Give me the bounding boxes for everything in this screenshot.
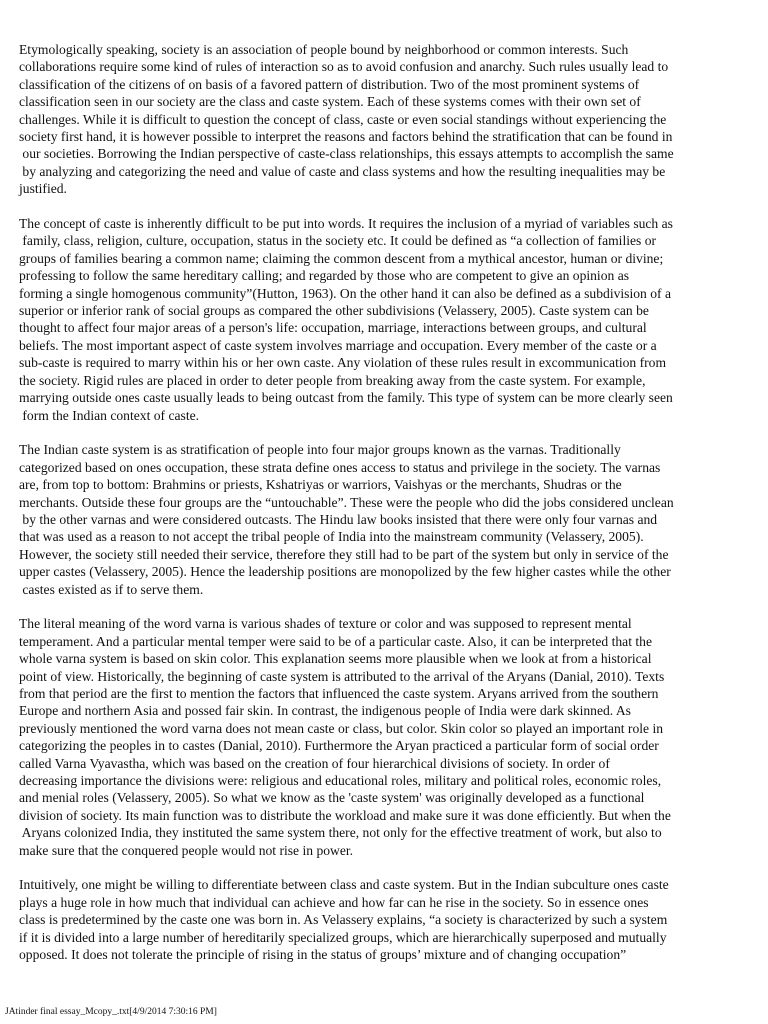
text-line: if it is divided into a large number of hereditarily specialized groups, which are hierarchically superposed and mutually (19, 929, 667, 945)
text-line: by the other varnas and were considered outcasts. The Hindu law books insisted that there were only four varnas and (19, 511, 658, 527)
text-line: castes existed as if to serve them. (19, 581, 204, 597)
text-line: Etymologically speaking, society is an association of people bound by neighborhood or common interests. Such (19, 42, 629, 57)
text-line: temperament. And a particular mental temper were said to be of a particular caste. Also, it can be interpreted that the (19, 633, 652, 649)
text-line: that was used as a reason to not accept the tribal people of India into the mainstream community (Velassery, 2005). (19, 529, 644, 545)
essay-body (19, 41, 749, 981)
text-line: professing to follow the same hereditary calling; and regarded by those who are competent to give an opinion as (19, 268, 630, 284)
page-footer: JAtinder final essay_Mcopy_.txt[4/9/2014 7:30:16 PM] (5, 1007, 217, 1017)
text-line: family, class, religion, culture, occupation, status in the society etc. It could be defined as “a collection of families or (19, 233, 657, 249)
text-line: decreasing importance the divisions were: religious and educational roles, military and political roles, economic roles, (19, 773, 662, 789)
text-line: society first hand, it is however possible to interpret the reasons and factors behind the stratification that can be found in (19, 129, 673, 145)
paragraph-1 (19, 41, 749, 198)
text-line: sub-caste is required to marry within his or her own caste. Any violation of these rules result in excommunication from (19, 355, 667, 371)
paragraph-3 (19, 441, 749, 598)
text-line: from that period are the first to mention the factors that influenced the caste system. Aryans arrived from the southern (19, 685, 659, 701)
text-line: point of view. Historically, the beginning of caste system is attributed to the arrival of the Aryans (Danial, 2010). Texts (19, 668, 665, 684)
text-line: make sure that the conquered people would not rise in power. (19, 842, 354, 858)
text-line: merchants. Outside these four groups are the “untouchable”. These were the people who did the jobs considered unclean (19, 494, 674, 510)
text-line: groups of families bearing a common name; claiming the common descent from a mythical ancestor, human or divine; (19, 250, 664, 266)
text-line: Aryans colonized India, they instituted the same system there, not only for the effective treatment of work, but also to (19, 825, 662, 841)
text-line: Europe and northern Asia and possed fair skin. In contrast, the indigenous people of India were dark skinned. As (19, 703, 631, 719)
paragraph-2 (19, 215, 749, 424)
text-line: However, the society still needed their service, therefore they still had to be part of the system but only in service of the (19, 546, 669, 562)
text-line: and menial roles (Velassery, 2005). So what we know as the 'caste system' was originally developed as a functional (19, 790, 645, 806)
text-line: division of society. Its main function was to distribute the workload and make sure it was done efficiently. But when the (19, 807, 671, 823)
text-line: superior or inferior rank of social groups as compared the other subdivisions (Velassery, 2005). Caste system can be (19, 303, 649, 319)
text-line: marrying outside ones caste usually leads to being outcast from the family. This type of system can be more clearly seen (19, 390, 673, 406)
text-line: forming a single homogenous community”(Hutton, 1963). On the other hand it can also be defined as a subdivision of a (19, 285, 671, 301)
text-line: The literal meaning of the word varna is various shades of texture or color and was supposed to represent mental (19, 616, 632, 632)
paragraph-4 (19, 615, 749, 859)
text-line: whole varna system is based on skin color. This explanation seems more plausible when we look at from a historical (19, 651, 652, 667)
text-line: by analyzing and categorizing the need and value of caste and class systems and how the resulting inequalities may be (19, 163, 666, 179)
text-line: classification of the citizens of on basis of a favored pattern of distribution. Two of the most prominent systems of (19, 76, 640, 92)
text-line: The concept of caste is inherently difficult to be put into words. It requires the inclusion of a myriad of variables such as (19, 216, 673, 232)
text-line: previously mentioned the word varna does not mean caste or class, but color. Skin color so played an important role in (19, 720, 664, 736)
text-line: categorized based on ones occupation, these strata define ones access to status and privilege in the society. The varnas (19, 459, 661, 475)
text-line: The Indian caste system is as stratification of people into four major groups known as the varnas. Traditionally (19, 442, 621, 458)
text-line: beliefs. The most important aspect of caste system involves marriage and occupation. Every member of the caste or a (19, 337, 657, 353)
text-line: upper castes (Velassery, 2005). Hence the leadership positions are monopolized by the few higher castes while the other (19, 564, 671, 580)
text-line: the society. Rigid rules are placed in order to deter people from breaking away from the caste system. For example, (19, 372, 646, 388)
text-line: classification seen in our society are the class and caste system. Each of these systems comes with their own set of (19, 94, 641, 110)
text-line: collaborations require some kind of rules of interaction so as to avoid confusion and anarchy. Such rules usually lead to (19, 59, 669, 75)
text-line: class is predetermined by the caste one was born in. As Velassery explains, “a society is characterized by such a system (19, 912, 668, 928)
text-line: justified. (19, 181, 67, 197)
paragraph-5 (19, 876, 749, 963)
text-line: are, from top to bottom: Brahmins or priests, Kshatriyas or warriors, Vaishyas or the merchants, Shudras or the (19, 477, 622, 493)
text-line: plays a huge role in how much that individual can achieve and how far can he rise in the society. So in essence ones (19, 894, 649, 910)
text-line: categorizing the peoples in to castes (Danial, 2010). Furthermore the Aryan practiced a particular form of social order (19, 738, 659, 754)
text-line: form the Indian context of caste. (19, 407, 200, 423)
text-line: our societies. Borrowing the Indian perspective of caste-class relationships, this essays attempts to accomplish the same (19, 146, 674, 162)
text-line: called Varna Vyavastha, which was based on the creation of four hierarchical divisions of society. In order of (19, 755, 610, 771)
text-line: thought to affect four major areas of a person's life: occupation, marriage, interactions between groups, and cultural (19, 320, 647, 336)
text-line: Intuitively, one might be willing to differentiate between class and caste system. But in the Indian subculture ones caste (19, 877, 669, 893)
text-line: challenges. While it is difficult to question the concept of class, caste or even social standings without experiencing the (19, 111, 667, 127)
text-line: opposed. It does not tolerate the principle of rising in the status of groups’ mixture and of changing occupation” (19, 947, 627, 963)
